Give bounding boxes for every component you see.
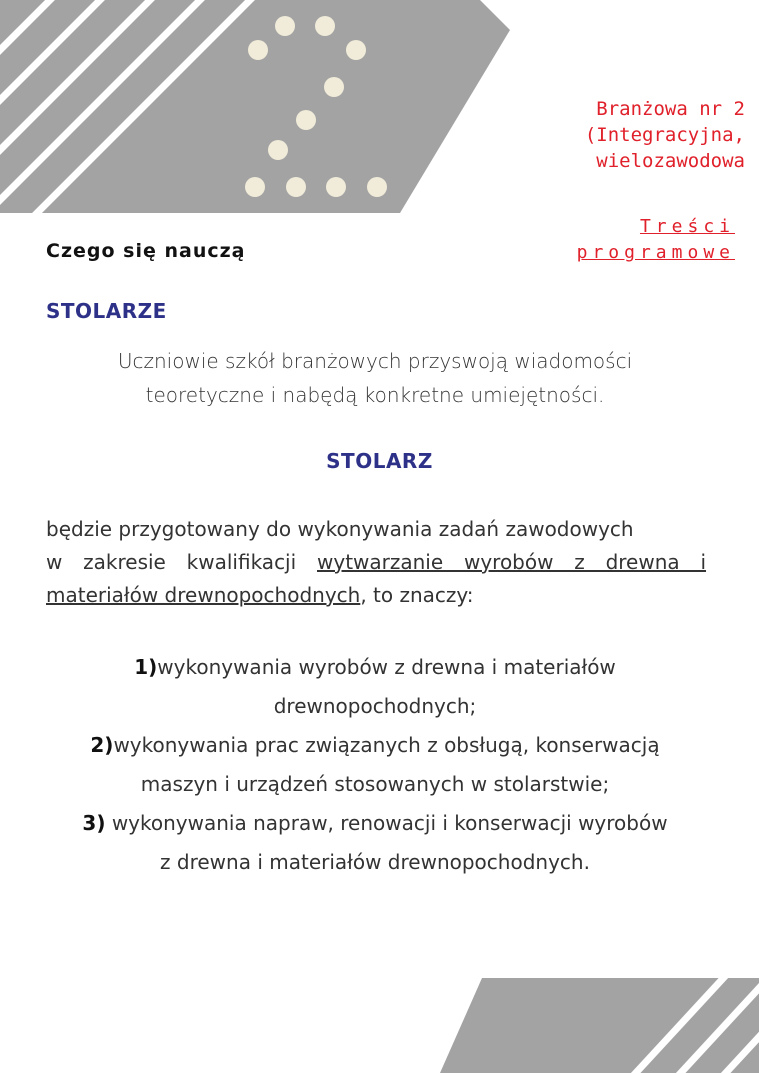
- qualification-name-part: wytwarzanie wyrobów z drewna i: [317, 550, 707, 574]
- intro-line: Uczniowie szkół branżowych przyswoją wiadomości: [117, 349, 633, 373]
- task-list: [30, 648, 720, 882]
- stolarze-heading: STOLARZE: [46, 299, 167, 323]
- paragraph-prefix: w zakresie kwalifikacji: [46, 550, 297, 574]
- bottom-diagonal-stripes: [620, 960, 759, 1073]
- intro-text: [40, 344, 710, 412]
- school-name-line: wielozawodowa: [596, 150, 745, 172]
- program-link-line[interactable]: programowe: [576, 242, 735, 263]
- list-item-line: [30, 804, 720, 843]
- school-name-line: (Integracyjna,: [584, 124, 745, 146]
- list-item-line: z drewna i materiałów drewnopochodnych.: [160, 850, 590, 874]
- list-item-text: wykonywania napraw, renowacji i konserwacji wyrobów: [105, 811, 668, 835]
- list-item: [30, 648, 720, 726]
- program-content-link[interactable]: [515, 214, 735, 266]
- school-name-line: Branżowa nr 2: [596, 98, 745, 120]
- program-link-line[interactable]: Treści: [639, 216, 735, 237]
- bottom-banner-shape: [440, 978, 759, 1073]
- paragraph-suffix: , to znaczy:: [360, 583, 474, 607]
- list-item-number: 2): [90, 733, 114, 757]
- paragraph-line: [46, 579, 706, 612]
- paragraph-line: [46, 546, 706, 579]
- list-item-line: [30, 726, 720, 765]
- list-item: [30, 726, 720, 804]
- stolarz-heading: STOLARZ: [326, 449, 433, 473]
- list-item-line: drewnopochodnych;: [273, 694, 477, 718]
- list-item: [30, 804, 720, 882]
- paragraph-line: będzie przygotowany do wykonywania zadań zawodowych: [46, 517, 634, 541]
- intro-line: teoretyczne i nabędą konkretne umiejętności.: [145, 383, 605, 407]
- top-decoration-banner: [0, 0, 520, 215]
- list-item-text: wykonywania prac związanych z obsługą, konserwacją: [113, 733, 660, 757]
- learn-heading: Czego się nauczą: [46, 240, 246, 262]
- list-item-line: maszyn i urządzeń stosowanych w stolarstwie;: [140, 772, 610, 796]
- list-item-number: 3): [82, 811, 106, 835]
- school-name: [525, 96, 745, 174]
- list-item-text: wykonywania wyrobów z drewna i materiałów: [157, 655, 616, 679]
- qualification-paragraph: [46, 513, 706, 612]
- qualification-name-part: materiałów drewnopochodnych: [46, 583, 361, 607]
- list-item-number: 1): [134, 655, 158, 679]
- list-item-line: [30, 648, 720, 687]
